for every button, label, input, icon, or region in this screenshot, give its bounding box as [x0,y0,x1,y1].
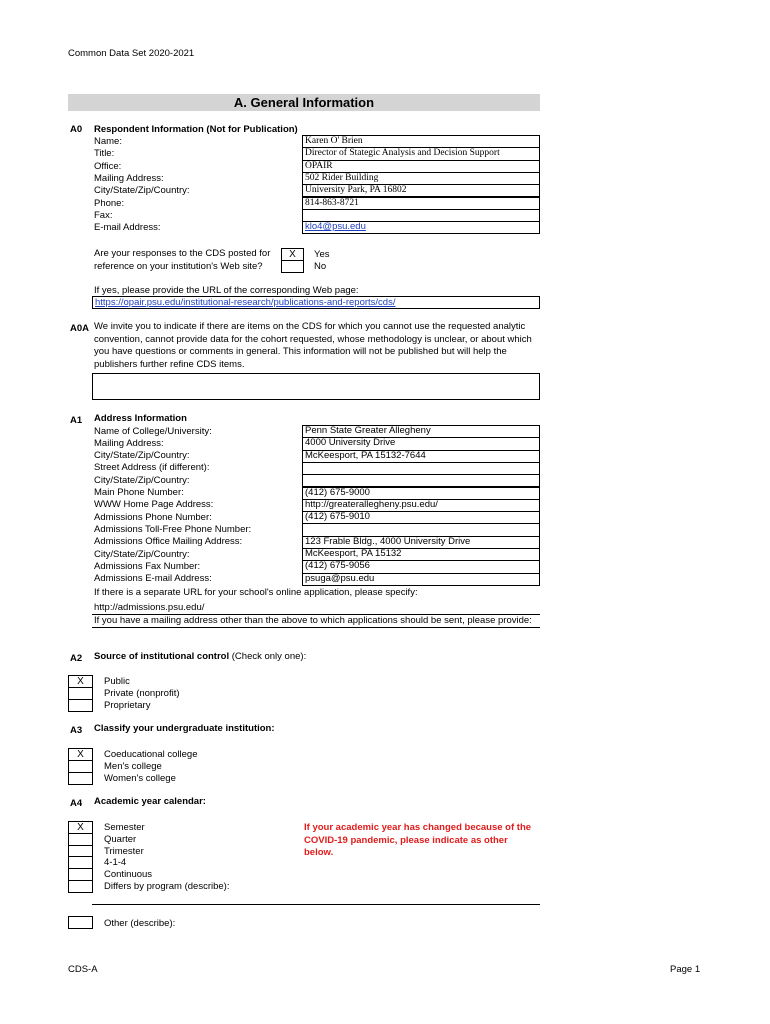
a4-option-label: Quarter [104,833,137,845]
a0a-paragraph [94,321,532,371]
a0-label: Fax: [94,209,113,221]
url-prompt: If yes, please provide the URL of the corresponding Web page: [94,285,359,296]
a1-label: Admissions Toll-Free Phone Number: [94,523,252,535]
a1-label: WWW Home Page Address: [94,499,214,511]
a2-option-label: Private (nonprofit) [104,688,180,699]
a3-option-label: Women's college [104,773,176,784]
a1-value-field[interactable] [302,523,540,536]
a1-label: Admissions Fax Number: [94,560,201,572]
a2-option-checkbox[interactable]: X [68,675,93,688]
other-mailing-prompt: If you have a mailing address other than the above to which applications should be sent, please provide: [94,615,532,626]
a3-code: A3 [70,725,83,736]
a3-option-checkbox[interactable] [68,772,93,785]
a3-option-label: Men's college [104,761,162,772]
a1-value-field[interactable] [302,474,540,487]
a3-option-checkbox[interactable]: X [68,748,93,761]
a2-option-checkbox[interactable] [68,699,93,712]
a1-value-field[interactable] [302,462,540,475]
a1-heading: Address Information [94,413,187,424]
covid-note-line-1: If your academic year has changed because of the [304,822,532,833]
a0a-line-3: you have questions or comments in general. This information will not be published but will help the [94,346,507,357]
posted-question [94,248,270,273]
posted-no-label: No [314,261,327,272]
posted-yes-checkbox[interactable]: X [281,248,304,261]
a0-value-field[interactable]: klo4@psu.edu [302,221,540,234]
a0-label: Title: [94,148,115,160]
a4-option-label: Semester [104,822,145,833]
a1-label: City/State/Zip/Country: [94,548,190,560]
a3-heading: Classify your undergraduate institution: [94,723,275,734]
online-app-prompt: If there is a separate URL for your school's online application, please specify: [94,587,418,598]
a0a-line-2: convention, cannot provide data for the cohort requested, whose methodology is unclear, or about which [94,333,532,345]
page-header: Common Data Set 2020-2021 [68,48,195,59]
section-title: A. General Information [68,94,540,111]
footer-page-number: Page 1 [670,964,701,975]
a1-value-field[interactable]: McKeesport, PA 15132-7644 [302,450,540,463]
a4-heading: Academic year calendar: [94,796,206,807]
a2-heading: Source of institutional control [94,651,230,662]
a4-option-checkbox[interactable]: X [68,821,93,834]
a1-label: City/State/Zip/Country: [94,450,190,462]
a1-value-field[interactable]: Penn State Greater Allegheny [302,425,540,438]
a1-value-field[interactable]: 123 Frable Bldg., 4000 University Drive [302,536,540,549]
posted-yes-label: Yes [314,249,330,260]
a0-value-field[interactable] [302,209,540,222]
a1-value-field[interactable]: 4000 University Drive [302,437,540,450]
a1-value-field[interactable]: (412) 675-9056 [302,560,540,573]
a0a-line-4: publishers further refine CDS items. [94,358,245,370]
a1-value-field[interactable]: (412) 675-9000 [302,487,540,500]
a0a-comments-box[interactable] [92,373,540,400]
a1-label: Main Phone Number: [94,487,184,498]
a0-value-field[interactable]: OPAIR [302,160,540,173]
other-calendar-checkbox[interactable] [68,916,93,929]
a0-code: A0 [70,124,83,135]
differs-underline [92,904,540,905]
a0-value-field[interactable]: University Park, PA 16802 [302,184,540,197]
a4-option-label: 4-1-4 [104,857,127,869]
a1-value-field[interactable]: psuga@psu.edu [302,573,540,586]
covid-note-line-2: COVID-19 pandemic, please indicate as other [304,834,508,846]
a0-label: Mailing Address: [94,172,164,184]
a1-label: Name of College/University: [94,425,212,437]
a3-option-label: Coeducational college [104,749,198,760]
a2-code: A2 [70,653,83,664]
a4-code: A4 [70,798,83,809]
posted-question-line-2: reference on your institution's Web site? [94,260,263,272]
a1-label: Admissions E-mail Address: [94,573,212,585]
a4-option-label: Differs by program (describe): [104,881,230,892]
a2-option-label: Proprietary [104,700,151,711]
a1-label: Admissions Office Mailing Address: [94,536,243,548]
a2-option-label: Public [104,676,130,687]
a1-value-field[interactable]: (412) 675-9010 [302,511,540,524]
a0-label: Phone: [94,197,125,209]
a4-option-checkbox[interactable] [68,880,93,893]
posted-no-checkbox[interactable] [281,260,304,273]
a0-heading: Respondent Information (Not for Publication) [94,124,298,135]
a0a-line-1: We invite you to indicate if there are items on the CDS for which you cannot use the requested analytic [94,321,526,332]
a0-value-field[interactable]: Director of Stategic Analysis and Decision Support [302,147,540,160]
a1-label: City/State/Zip/Country: [94,474,190,486]
a2-heading-line [94,651,306,662]
a0-label: Name: [94,136,122,147]
a0-value-field[interactable]: 502 Rider Building [302,172,540,185]
a0-value-field[interactable]: Karen O' Brien [302,135,540,148]
cds-url-field[interactable]: https://opair.psu.edu/institutional-research/publications-and-reports/cds/ [92,296,540,309]
covid-note-line-3: below. [304,847,334,858]
a1-value-field[interactable]: McKeesport, PA 15132 [302,548,540,561]
a0-label: Office: [94,160,122,172]
a1-code: A1 [70,415,83,426]
a1-label: Admissions Phone Number: [94,511,212,523]
a1-label: Street Address (if different): [94,462,210,474]
a1-value-field[interactable]: http://greaterallegheny.psu.edu/ [302,499,540,512]
a0-label: E-mail Address: [94,222,161,234]
a0-value-field[interactable]: 814-863-8721 [302,197,540,210]
other-mailing-underline [92,627,540,628]
a4-option-label: Continuous [104,869,153,881]
online-app-url[interactable]: http://admissions.psu.edu/ [94,602,205,613]
posted-question-line-1: Are your responses to the CDS posted for [94,248,271,259]
a4-option-label: Trimester [104,845,144,857]
covid-note [304,822,531,860]
a2-heading-suffix: (Check only one): [229,651,307,662]
a0a-code: A0A [70,323,90,334]
other-calendar-label: Other (describe): [104,918,176,929]
a0-label: City/State/Zip/Country: [94,185,190,197]
footer-left: CDS-A [68,964,98,975]
a1-label: Mailing Address: [94,437,164,449]
